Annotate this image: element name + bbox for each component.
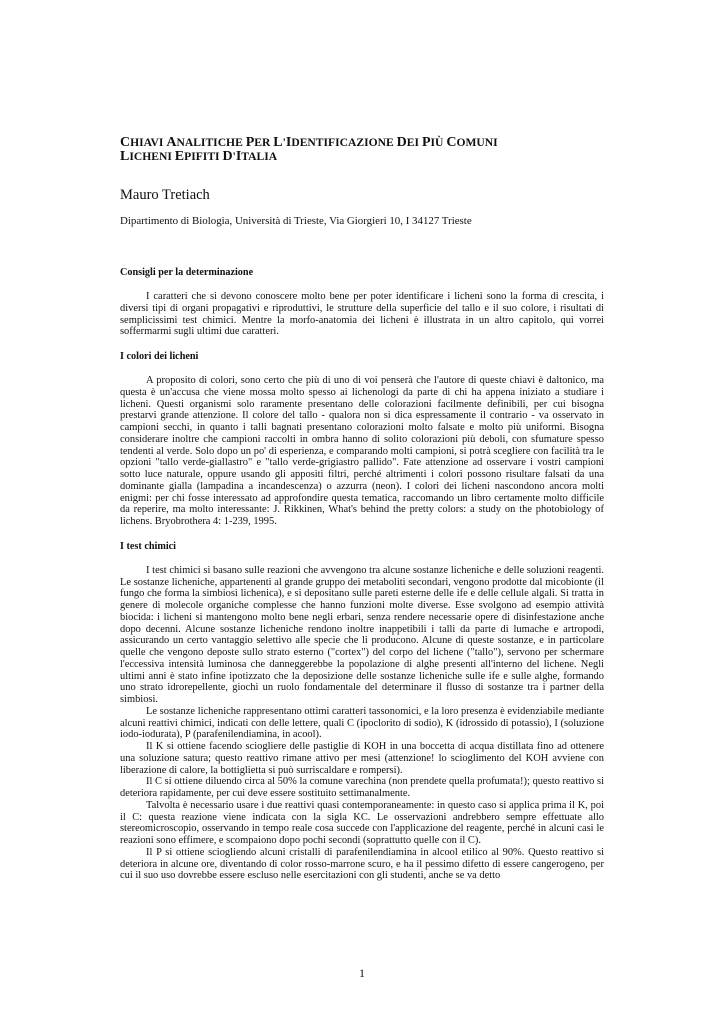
- title-line-1: CHIAVI ANALITICHE PER L'IDENTIFICAZIONE DEI PIÙ COMUNI: [120, 135, 498, 150]
- paragraph: Talvolta è necessario usare i due reattivi quasi contemporaneamente: in questo caso si applica prima il K, poi il C: questa reazione viene indicata con la sigla KC. Le osservazioni andrebbero sempre effettuate allo stereomicroscopio, osservando in tempo reale cosa succede con l'applicazione del reagente, perché in alcuni casi le reazioni sono effimere, e scompaiono dopo pochi secondi (soprattutto quelle con il C).: [120, 799, 604, 846]
- section-colori: [120, 350, 604, 528]
- section-heading: I colori dei licheni: [120, 351, 199, 362]
- section-heading: Consigli per la determinazione: [120, 267, 254, 278]
- author-affiliation: Dipartimento di Biologia, Università di Trieste, Via Giorgieri 10, I 34127 Trieste: [120, 215, 472, 227]
- paragraph: Il K si ottiene facendo sciogliere delle pastiglie di KOH in una boccetta di acqua distillata fino ad ottenere una soluzione satura; questo reattivo rimane attivo per mesi (attenzione! lo scioglimento del KOH avviene con liberazione di calore, la bottiglietta si può surriscaldare e rompersi).: [120, 741, 604, 776]
- section-consigli: [120, 266, 604, 338]
- paragraph: A proposito di colori, sono certo che più di uno di voi penserà che l'autore di queste chiavi è daltonico, ma questa è un'accusa che viene mossa molto spesso ai lichenologi da parte di chi ha appena iniziato a studiare i licheni. Questi organismi solo raramente presentano delle colorazioni facilmente definibili, per cui bisogna prestarvi grande attenzione. Il colore del tallo - qualora non si dica espressamente il contrario - va osservato in campioni secchi, in quanto i talli bagnati presentano colorazioni molto falsate e molto più uniformi. Bisogna considerare inoltre che campioni raccolti in ombra hanno di solito colorazioni più deboli, con sfumature spesso tendenti al verde. Solo dopo un po' di esperienza, e comparando molti campioni, si potrà scegliere con facilità tra le opzioni "tallo verde-giallastro" e "tallo verde-grigiastro pallido". Fate attenzione ad osservare i vostri campioni sotto luce naturale, oppure usando gli appositi filtri, perché altrimenti i colori possono risultare falsati da una dominante gialla (lampadina a incandescenza) o azzurra (neon). I colori dei licheni nascondono ancora molti enigmi: per chi fosse interessato ad approfondire questa tematica, raccomando un libro certamente molto difficile da reperire, ma molto interessante: J. Rikkinen, What's behind the pretty colors: a study on the photobiology of lichens. Bryobrothera 4: 1-239, 1995.: [120, 375, 604, 527]
- paragraph: I caratteri che si devono conoscere molto bene per poter identificare i licheni sono la forma di crescita, i diversi tipi di organi propagativi e riproduttivi, le strutture della superficie del tallo e il suo colore, i risultati di semplicissimi test chimici. Mentre la morfo-anatomia dei licheni è illustrata in un altro capitolo, qui vorrei soffermarmi sugli ultimi due caratteri.: [120, 291, 604, 338]
- document-body: [120, 136, 604, 882]
- paragraph: I test chimici si basano sulle reazioni che avvengono tra alcune sostanze licheniche e delle soluzioni reagenti. Le sostanze licheniche, appartenenti al grande gruppo dei metaboliti secondari, vengono prodotte dal micobionte (il fungo che forma la simbiosi lichenica), e si depositano sulle pareti esterne delle ife e delle cellule algali. Si tratta in genere di molecole organiche complesse che hanno funzioni molte diverse. Esse svolgono ad esempio attività biocida: i licheni si mantengono molto bene negli erbari, senza rendere necessarie opere di disinfestazione anche dopo decenni. Alcune sostanze licheniche rendono inoltre inappetibili i talli da parte di lumache e artropodi, assicurando un certo vantaggio selettivo alle specie che li producono. Alcune di queste sostanze, e in particolare quelle che vengono deposte sullo strato esterno ("cortex") del corpo del lichene ("tallo"), servono per schermare l'eccessiva intensità luminosa che danneggerebbe la popolazione di alghe presenti all'interno del lichene. Negli ultimi anni è stato infine ipotizzato che la deposizione delle sostanze licheniche sulle ife e sulle alghe, formando uno strato idrorepellente, giochi un ruolo fondamentale del determinare il flusso di sostanze tra i partner della simbiosi.: [120, 564, 604, 705]
- paragraph: Le sostanze licheniche rappresentano ottimi caratteri tassonomici, e la loro presenza è evidenziabile mediante alcuni reattivi chimici, indicati con delle lettere, quali C (ipoclorito di sodio), K (idrossido di potassio), I (soluzione iodo-iodurata), P (parafenilendiamina, in acool).: [120, 705, 604, 741]
- section-heading: I test chimici: [120, 540, 177, 552]
- page-number: 1: [359, 966, 365, 980]
- paragraph: Il P si ottiene sciogliendo alcuni cristalli di parafenilendiamina in alcool etilico al 90%. Questo reattivo si deteriora in alcune ore, diventando di color rosso-marrone scuro, e ha il pessimo difetto di essere cangerogeno, per cui il suo uso dovrebbe essere escluso nelle esercitazioni con gli studenti, anche se va detto: [120, 846, 604, 882]
- paragraph: Il C si ottiene diluendo circa al 50% la comune varechina (non prendete quella profumata!); questo reattivo si deteriora rapidamente, per cui deve essere sostituito settimanalmente.: [120, 776, 604, 799]
- title-line-2: LICHENI EPIFITI D'ITALIA: [120, 149, 278, 164]
- author-name: Mauro Tretiach: [120, 187, 210, 203]
- section-test-chimici: [120, 540, 604, 882]
- document-title: [120, 136, 604, 164]
